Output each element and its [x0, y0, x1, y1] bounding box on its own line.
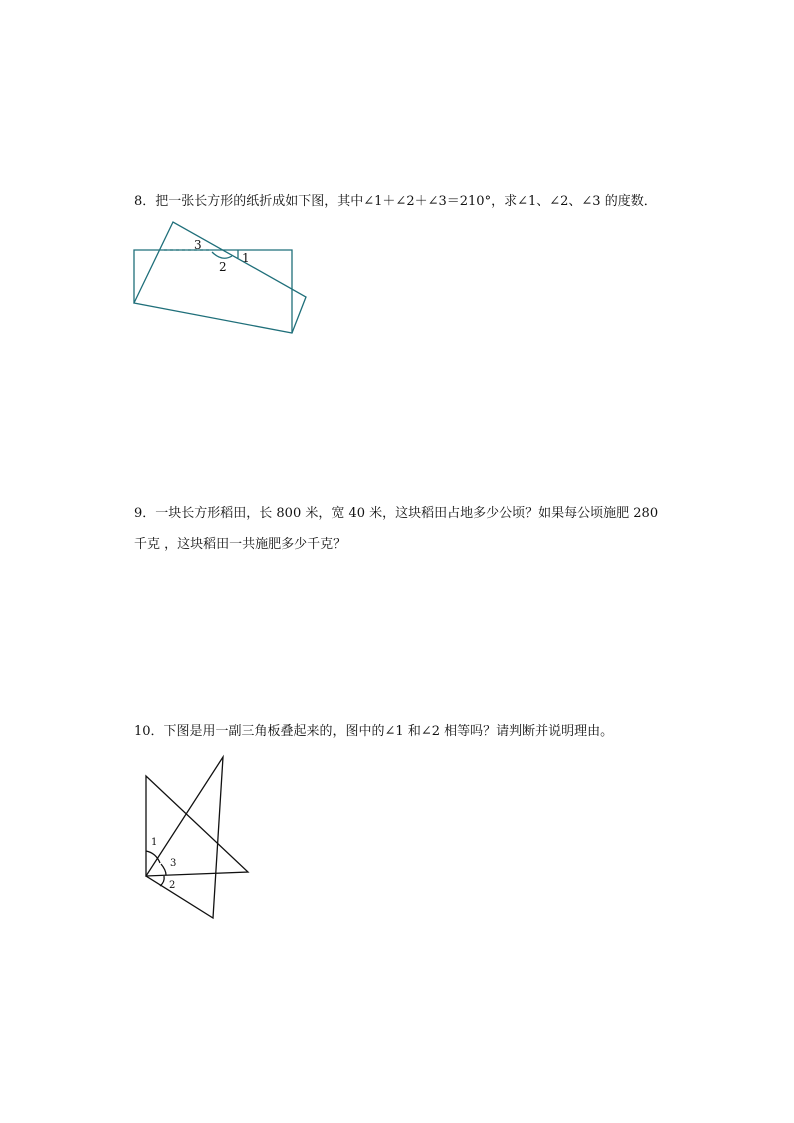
angle-2-label: 2 [169, 880, 176, 891]
angle-2-label: 2 [219, 260, 227, 274]
question-8-folded-rectangle-figure [125, 215, 320, 345]
folded-flap [134, 222, 306, 333]
rectangle-outline [134, 250, 292, 333]
angle-1-label: 1 [151, 837, 158, 848]
question-10-text: 10．下图是用一副三角板叠起来的，图中的∠1 和∠2 相等吗？请判断并说明理由。 [134, 724, 614, 739]
question-10-set-squares-figure [135, 750, 260, 930]
angle-3-arc [161, 864, 166, 875]
angle-3-label: 3 [170, 858, 177, 869]
set-square-a [146, 776, 248, 876]
angle-3-label: 3 [194, 238, 202, 252]
question-9-text-line-1: 9．一块长方形稻田，长 800 米，宽 40 米，这块稻田占地多少公顷？如果每公顷施肥 280 [134, 506, 659, 521]
question-8-text: 8．把一张长方形的纸折成如下图，其中∠1＋∠2＋∠3＝210°，求∠1、∠2、∠3 的度数． [134, 194, 657, 209]
question-9-text-line-2: 千克 ，这块稻田一共施肥多少千克？ [134, 537, 347, 552]
angle-1-label: 1 [242, 251, 250, 265]
